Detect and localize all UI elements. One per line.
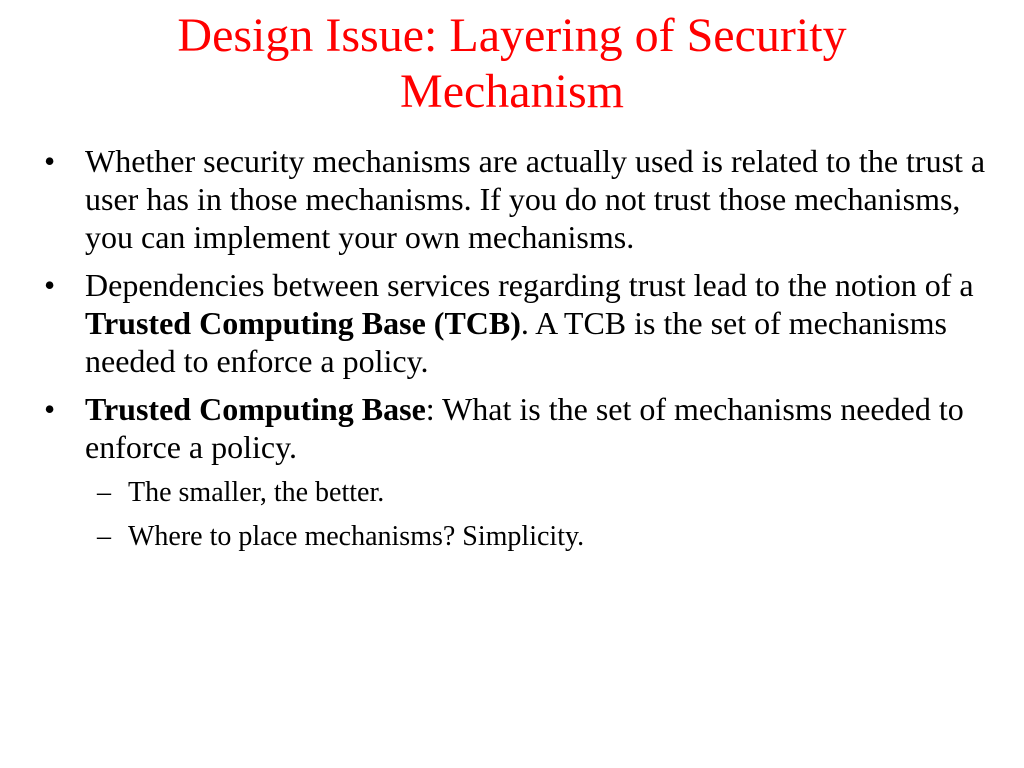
bullet-2-text-before: Dependencies between services regarding trust lead to the notion of a <box>85 267 974 303</box>
sub-bullet-1 <box>40 476 990 510</box>
bullet-3 <box>40 390 990 466</box>
bullet-2-text-after: . A TCB is the set of mechanisms needed to enforce a policy. <box>85 305 947 379</box>
bullet-3-text-after: : What is the set of mechanisms needed to enforce a policy. <box>85 391 964 465</box>
slide-body <box>40 142 990 564</box>
bullet-dot-icon: • <box>44 143 56 179</box>
bullet-3-bold-term: Trusted Computing Base <box>85 391 426 427</box>
sub-bullet-2 <box>40 520 990 554</box>
dash-icon: – <box>97 477 111 508</box>
bullet-1-text: Whether security mechanisms are actually used is related to the trust a user has in those mechanisms. If you do not trust those mechanisms, you can implement your own mechanisms. <box>85 143 986 255</box>
dash-icon: – <box>97 521 111 552</box>
bullet-2 <box>40 266 990 380</box>
sub-bullet-2-text: Where to place mechanisms? Simplicity. <box>128 521 585 552</box>
bullet-1 <box>40 142 990 256</box>
bullet-dot-icon: • <box>44 267 56 303</box>
bullet-2-bold-term: Trusted Computing Base (TCB) <box>85 305 521 341</box>
bullet-dot-icon: • <box>44 391 56 427</box>
slide-title: Design Issue: Layering of Security Mechanism <box>177 9 847 118</box>
sub-bullet-1-text: The smaller, the better. <box>128 477 385 508</box>
